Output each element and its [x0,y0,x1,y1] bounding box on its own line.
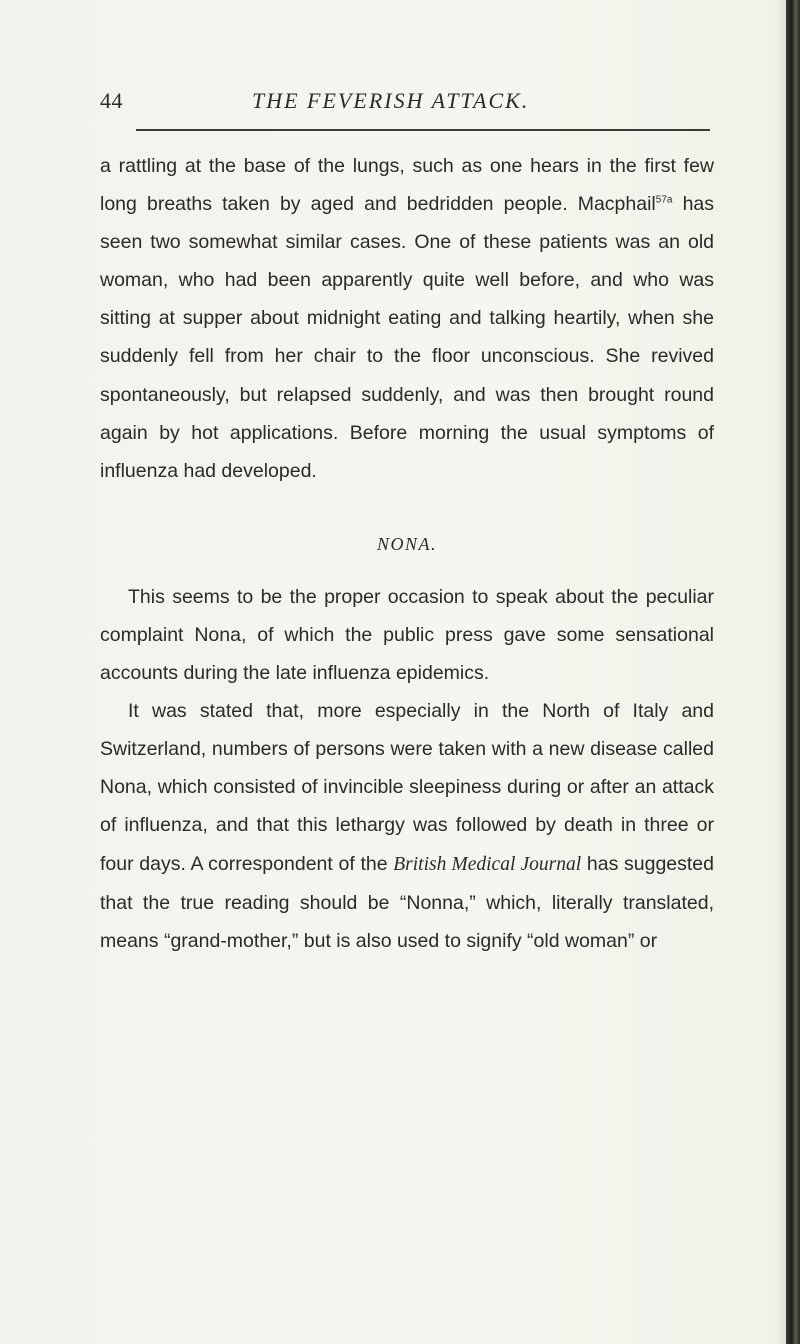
running-head-title: THE FEVERISH ATTACK. [252,88,530,113]
paragraph-3 [100,692,714,960]
paragraph-3-text-cont: has suggested that the true reading should be “Nonna,” which, literally translated, means “grand-mother,” but is also used to signify “old woman” or [100,852,714,952]
reference-marker: 57a [655,194,673,206]
page-number: 44 [100,88,123,113]
book-edge [786,0,800,1344]
paragraph-1-text: a rattling at the base of the lungs, such as one hears in the first few long breaths taken by aged and bedridden people. Macphail [100,155,714,216]
paragraph-3-text: It was stated that, more especially in the North of Italy and Switzerland, numbers of persons were taken with a new disease called Nona, which consisted of invincible sleepiness during or after an attack of influenza, and that this lethargy was followed by death in three or four days. A correspondent of the [100,700,714,875]
page-body [100,147,714,960]
section-heading: NONA. [376,533,437,554]
page-edge-shadow [776,0,786,1344]
header-rule [136,129,710,131]
paragraph-1 [100,147,714,490]
paragraph-2: This seems to be the proper occasion to speak about the peculiar complaint Nona, of which the public press gave some sensational accounts during the late influenza epidemics. [100,585,714,685]
paragraph-1-text-cont: has seen two somewhat similar cases. One of these patients was an old woman, who had been apparently quite well before, and who was sitting at supper about midnight eating and talking heartily, when she suddenly fell from her chair to the floor unconscious. She revived spontaneously, but relapsed suddenly, and was then brought round again by hot applications. Before morning the usual symptoms of influenza had developed. [100,193,715,482]
running-head [100,88,710,118]
journal-title: British Medical Journal [393,853,582,875]
